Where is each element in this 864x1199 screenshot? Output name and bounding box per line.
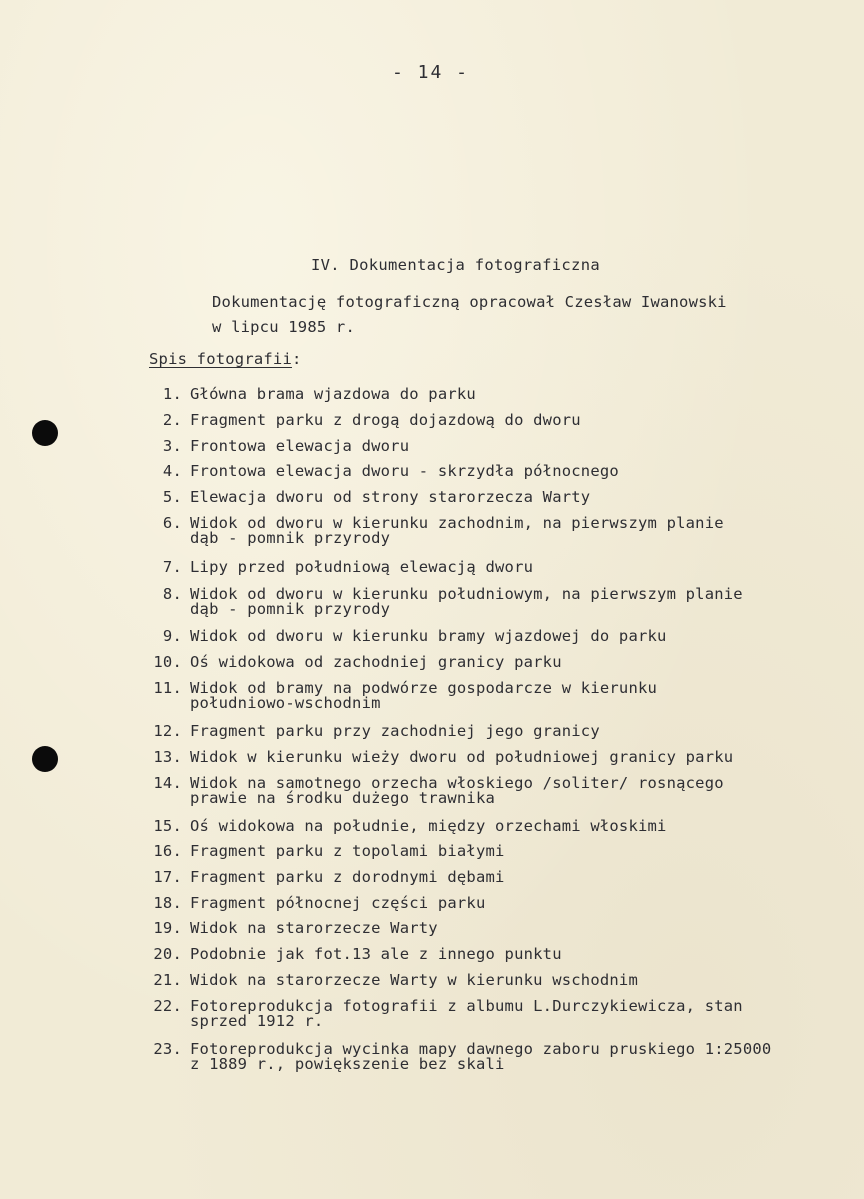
- item-text-line: Fragment parku przy zachodniej jego granicy: [190, 722, 600, 740]
- item-number: 18.: [153, 894, 182, 912]
- item-number: 5.: [162, 488, 182, 506]
- item-text-line: Oś widokowa na południe, między orzechami włoskimi: [190, 817, 667, 835]
- item-text: [190, 1042, 771, 1072]
- item-text-line: Widok na starorzecze Warty w kierunku wschodnim: [190, 971, 638, 989]
- item-number: 12.: [153, 722, 182, 740]
- item-text-line: Fragment parku z topolami białymi: [190, 842, 505, 860]
- item-number: 4.: [162, 462, 182, 480]
- item-text: [190, 681, 657, 711]
- item-text-line: Frontowa elewacja dworu - skrzydła północnego: [190, 462, 619, 480]
- item-number: 23.: [153, 1040, 182, 1058]
- item-number: 7.: [162, 558, 182, 576]
- item-text: [190, 870, 505, 885]
- item-text: [190, 947, 562, 962]
- item-text: [190, 560, 533, 575]
- item-text-line: Frontowa elewacja dworu: [190, 437, 410, 455]
- item-text-line: Widok od dworu w kierunku bramy wjazdowej do parku: [190, 627, 667, 645]
- item-text: [190, 655, 562, 670]
- item-text-line: dąb - pomnik przyrody: [190, 600, 391, 618]
- item-text-line: Widok na samotnego orzecha włoskiego /soliter/ rosnącego: [190, 774, 724, 792]
- section-title: IV. Dokumentacja fotograficzna: [311, 256, 600, 274]
- item-text: [190, 844, 505, 859]
- item-text: [190, 724, 600, 739]
- item-text-line: Oś widokowa od zachodniej granicy parku: [190, 653, 562, 671]
- item-text: [190, 819, 667, 834]
- item-number: 9.: [162, 627, 182, 645]
- item-text: [190, 464, 619, 479]
- item-number: 14.: [153, 774, 182, 792]
- item-text: [190, 750, 733, 765]
- item-number: 13.: [153, 748, 182, 766]
- item-number: 11.: [153, 679, 182, 697]
- item-text-line: prawie na środku dużego trawnika: [190, 789, 496, 807]
- item-text: [190, 490, 590, 505]
- item-text-line: Widok od dworu w kierunku zachodnim, na pierwszym planie: [190, 514, 724, 532]
- item-number: 22.: [153, 997, 182, 1015]
- item-number: 1.: [162, 385, 182, 403]
- item-text-line: Fotoreprodukcja fotografii z albumu L.Durczykiewicza, stan: [190, 997, 743, 1015]
- item-text-line: Widok od bramy na podwórze gospodarcze w kierunku: [190, 679, 658, 697]
- list-heading-text: Spis fotografii: [149, 350, 292, 368]
- item-number: 16.: [153, 842, 182, 860]
- item-number: 15.: [153, 817, 182, 835]
- item-text-line: Elewacja dworu od strony starorzecza Warty: [190, 488, 591, 506]
- item-number: 20.: [153, 945, 182, 963]
- item-number: 21.: [153, 971, 182, 989]
- item-text-line: Lipy przed południową elewacją dworu: [190, 558, 534, 576]
- item-text-line: Fragment parku z dorodnymi dębami: [190, 868, 505, 886]
- intro-line: Dokumentację fotograficzną opracował Czesław Iwanowski: [212, 293, 727, 311]
- item-number: 19.: [153, 919, 182, 937]
- item-text-line: Widok od dworu w kierunku południowym, na pierwszym planie: [190, 585, 743, 603]
- item-text-line: Fotoreprodukcja wycinka mapy dawnego zaboru pruskiego 1:25000: [190, 1040, 772, 1058]
- page-number: - 14 -: [392, 62, 470, 83]
- item-text: [190, 413, 581, 428]
- list-heading-colon: :: [291, 350, 302, 368]
- item-number: 3.: [162, 437, 182, 455]
- item-text: [190, 973, 638, 988]
- item-text-line: z 1889 r., powiększenie bez skali: [190, 1055, 505, 1073]
- item-text-line: dąb - pomnik przyrody: [190, 529, 391, 547]
- item-text: [190, 999, 743, 1029]
- item-text-line: południowo-wschodnim: [190, 694, 381, 712]
- item-text-line: Fragment północnej części parku: [190, 894, 486, 912]
- intro-line: w lipcu 1985 r.: [212, 318, 355, 336]
- item-number: 17.: [153, 868, 182, 886]
- item-number: 2.: [162, 411, 182, 429]
- item-number: 10.: [153, 653, 182, 671]
- item-text: [190, 387, 476, 402]
- item-text-line: Widok na starorzecze Warty: [190, 919, 438, 937]
- item-text: [190, 921, 438, 936]
- item-text-line: Główna brama wjazdowa do parku: [190, 385, 476, 403]
- item-text: [190, 629, 667, 644]
- item-text: [190, 516, 724, 546]
- item-text-line: Widok w kierunku wieży dworu od południowej granicy parku: [190, 748, 734, 766]
- item-text: [190, 776, 724, 806]
- item-text: [190, 896, 486, 911]
- item-text-line: Podobnie jak fot.13 ale z innego punktu: [190, 945, 562, 963]
- item-text-line: Fragment parku z drogą dojazdową do dworu: [190, 411, 581, 429]
- item-text: [190, 587, 743, 617]
- item-text-line: sprzed 1912 r.: [190, 1012, 324, 1030]
- item-number: 6.: [162, 514, 182, 532]
- item-number: 8.: [162, 585, 182, 603]
- item-text: [190, 439, 409, 454]
